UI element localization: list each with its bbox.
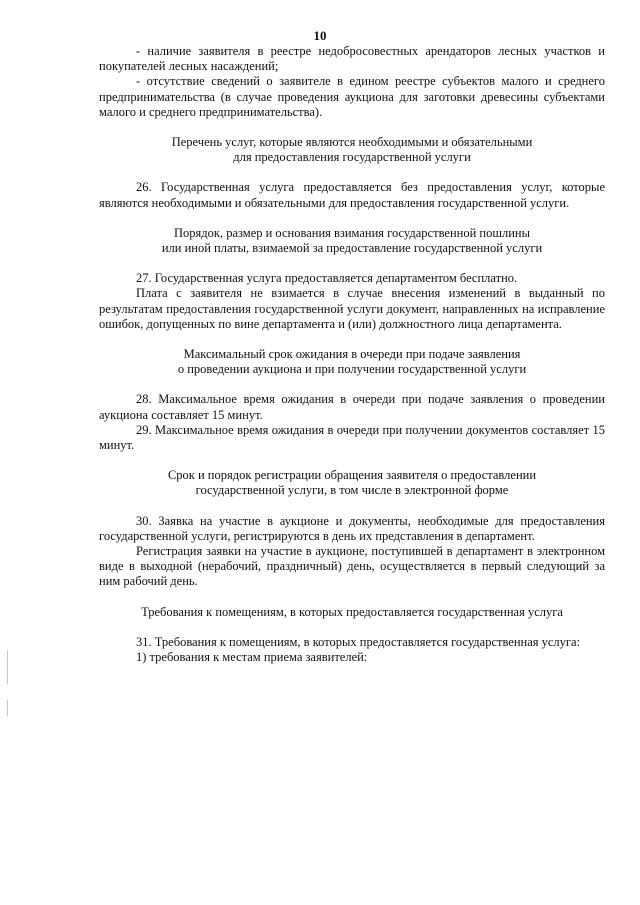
page-number: 10 xyxy=(313,28,327,43)
bullet-item: - наличие заявителя в реестре недобросовестных арендаторов лесных участков и покупателей лесных насаждений; xyxy=(99,44,605,74)
paragraph: Регистрация заявки на участие в аукционе, поступившей в департамент в электронном виде в выходной (нерабочий, праздничный) день, осуществляется в первый следующий за ним рабочий день. xyxy=(99,544,605,589)
section-heading-line: Максимальный срок ожидания в очереди при подаче заявления xyxy=(183,347,521,362)
paragraph: 27. Государственная услуга предоставляется департаментом бесплатно. xyxy=(136,271,518,286)
paragraph: 31. Требования к помещениям, в которых предоставляется государственная услуга: xyxy=(136,634,581,649)
section-heading-line: или иной платы, взимаемой за предоставление государственной услуги xyxy=(161,241,543,256)
scan-margin-mark xyxy=(7,650,8,684)
paragraph: 1) требования к местам приема заявителей: xyxy=(136,650,368,665)
section-heading-line: Порядок, размер и основания взимания государственной пошлины xyxy=(174,225,530,240)
paragraph: 28. Максимальное время ожидания в очереди при подаче заявления о проведении аукциона составляет 15 минут. xyxy=(99,392,605,422)
section-heading-line: Перечень услуг, которые являются необходимыми и обязательными xyxy=(171,135,533,150)
section-heading-line: государственной услуги, в том числе в электронной форме xyxy=(195,483,509,498)
section-heading-line: Срок и порядок регистрации обращения заявителя о предоставлении xyxy=(167,468,537,483)
paragraph: 29. Максимальное время ожидания в очереди при получении документов составляет 15 минут. xyxy=(99,422,605,453)
document-body xyxy=(99,44,605,665)
paragraph: 30. Заявка на участие в аукционе и документы, необходимые для предоставления государственной услуги, регистрируются в день их представления в департамент. xyxy=(99,513,605,543)
paragraph: Плата с заявителя не взимается в случае внесения изменений в выданный по результатам предоставления государственной услуги документ, направленных на исправление ошибок, допущенных по вине департамента и (или) должностного лица департамента. xyxy=(99,286,605,331)
scan-margin-mark xyxy=(7,700,8,716)
section-heading-line: о проведении аукциона и при получении государственной услуги xyxy=(177,362,527,377)
section-heading-line: Требования к помещениям, в которых предоставляется государственная услуга xyxy=(141,604,563,619)
section-heading-line: для предоставления государственной услуги xyxy=(233,150,471,165)
paragraph: 26. Государственная услуга предоставляется без предоставления услуг, которые являются необходимыми и обязательными для предоставления государственной услуги. xyxy=(99,180,605,210)
bullet-item: - отсутствие сведений о заявителе в едином реестре субъектов малого и среднего предпринимательства (в случае проведения аукциона для заготовки древесины субъектами малого и среднего предпринимательства). xyxy=(99,74,605,119)
